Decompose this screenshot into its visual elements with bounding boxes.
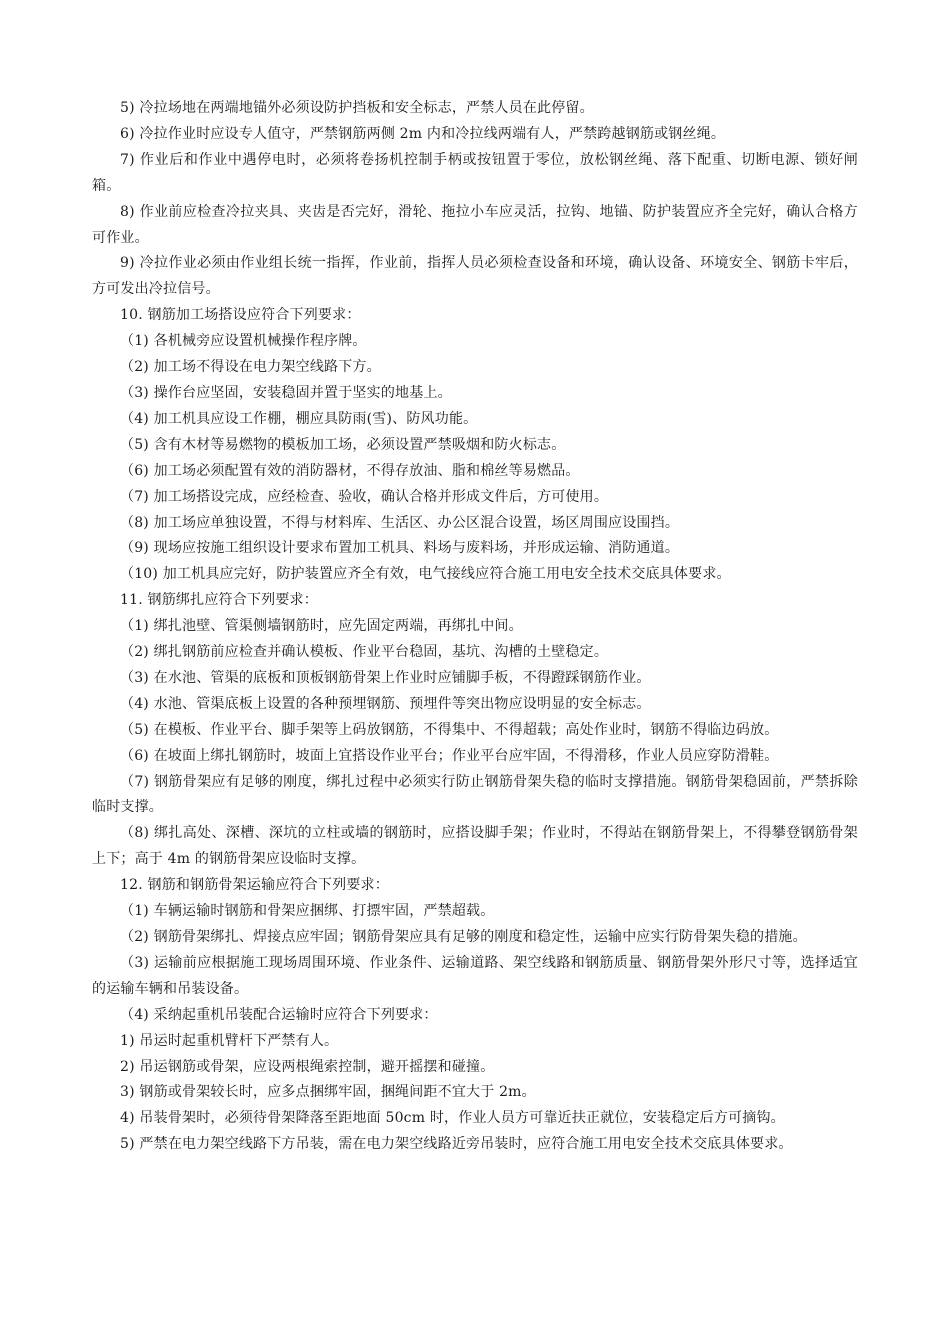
list-item: （1) 各机械旁应设置机械操作程序牌。 — [120, 333, 367, 350]
list-item: （2) 钢筋骨架绑扎、焊接点应牢固；钢筋骨架应具有足够的刚度和稳定性，运输中应实行防骨架失稳的措施。 — [120, 929, 807, 945]
paragraph: 7) 作业后和作业中遇停电时，必须将卷扬机控制手柄或按钮置于零位，放松钢丝绳、落下配重、切断电源、锁好闸箱。 — [92, 151, 858, 194]
list-item: （6) 加工场必须配置有效的消防器材，不得存放油、脂和棉丝等易燃品。 — [120, 462, 580, 479]
sub-list-item: 4) 吊装骨架时，必须待骨架降落至距地面 50cm 时，作业人员方可靠近扶正就位，安装稳定后方可摘钩。 — [120, 1110, 785, 1127]
sub-list-item: 5) 严禁在电力架空线路下方吊装，需在电力架空线路近旁吊装时，应符合施工用电安全技术交底具体要求。 — [120, 1136, 793, 1153]
list-item: （2) 绑扎钢筋前应检查并确认模板、作业平台稳固，基坑、沟槽的土壁稳定。 — [120, 644, 609, 661]
list-item: （7) 钢筋骨架应有足够的刚度，绑扎过程中必须实行防止钢筋骨架失稳的临时支撑措施。钢筋骨架稳固前，严禁拆除临时支撑。 — [92, 773, 858, 816]
list-item: （9) 现场应按施工组织设计要求布置加工机具、料场与废料场，并形成运输、消防通道。 — [120, 540, 680, 557]
list-item: （8) 加工场应单独设置，不得与材料库、生活区、办公区混合设置，场区周围应设围挡。 — [120, 514, 680, 531]
paragraph: 8) 作业前应检查冷拉夹具、夹齿是否完好，滑轮、拖拉小车应灵活，拉钩、地锚、防护装置应齐全完好，确认合格方可作业。 — [92, 203, 858, 246]
section-heading: 10. 钢筋加工场搭设应符合下列要求： — [120, 307, 361, 324]
list-item: （3) 操作台应坚固，安装稳固并置于坚实的地基上。 — [120, 384, 452, 401]
paragraph: 5) 冷拉场地在两端地锚外必须设防护挡板和安全标志，严禁人员在此停留。 — [120, 100, 594, 116]
list-item: （10) 加工机具应完好，防护装置应齐全有效，电气接线应符合施工用电安全技术交底具体要求。 — [120, 566, 731, 583]
section-heading: 11. 钢筋绑扎应符合下列要求： — [120, 592, 318, 609]
list-item: （3) 在水池、管渠的底板和顶板钢筋骨架上作业时应铺脚手板，不得蹬踩钢筋作业。 — [120, 669, 651, 686]
document-body — [92, 96, 858, 1158]
sub-list-item: 2) 吊运钢筋或骨架，应设两根绳索控制，避开摇摆和碰撞。 — [120, 1058, 495, 1075]
list-item: （4) 采纳起重机吊装配合运输时应符合下列要求： — [120, 1006, 438, 1023]
section-heading: 12. 钢筋和钢筋骨架运输应符合下列要求： — [120, 877, 389, 894]
sub-list-item: 1) 吊运时起重机臂杆下严禁有人。 — [120, 1032, 339, 1049]
paragraph: 6) 冷拉作业时应设专人值守，严禁钢筋两侧 2m 内和冷拉线两端有人，严禁跨越钢筋或钢丝绳。 — [120, 125, 726, 142]
list-item: （1) 车辆运输时钢筋和骨架应捆绑、打摽牢固，严禁超载。 — [120, 903, 495, 920]
list-item: （6) 在坡面上绑扎钢筋时，坡面上宜搭设作业平台；作业平台应牢固，不得滑移，作业人员应穿防滑鞋。 — [120, 747, 779, 764]
list-item: （1) 绑扎池壁、管渠侧墙钢筋时，应先固定两端，再绑扎中间。 — [120, 618, 523, 635]
list-item: （4) 加工机具应设工作棚，棚应具防雨(雪)、防风功能。 — [120, 410, 478, 427]
list-item: （7) 加工场搭设完成，应经检查、验收，确认合格并形成文件后，方可使用。 — [120, 488, 609, 505]
list-item: （3) 运输前应根据施工现场周围环境、作业条件、运输道路、架空线路和钢筋质量、钢筋骨架外形尺寸等，选择适宜的运输车辆和吊装设备。 — [92, 954, 858, 997]
list-item: （2) 加工场不得设在电力架空线路下方。 — [120, 359, 381, 376]
sub-list-item: 3) 钢筋或骨架较长时，应多点捆绑牢固，捆绳间距不宜大于 2m。 — [120, 1084, 536, 1101]
paragraph: 9) 冷拉作业必须由作业组长统一指挥，作业前，指挥人员必须检查设备和环境，确认设备、环境安全、钢筋卡牢后，方可发出冷拉信号。 — [92, 255, 858, 298]
list-item: （8) 绑扎高处、深槽、深坑的立柱或墙的钢筋时，应搭设脚手架；作业时，不得站在钢筋骨架上，不得攀登钢筋骨架上下；高于 4m 的钢筋骨架应设临时支撑。 — [92, 825, 858, 868]
list-item: （4) 水池、管渠底板上设置的各种预埋钢筋、预埋件等突出物应设明显的安全标志。 — [120, 695, 651, 712]
list-item: （5) 在模板、作业平台、脚手架等上码放钢筋，不得集中、不得超载；高处作业时，钢筋不得临边码放。 — [120, 721, 779, 738]
list-item: （5) 含有木材等易燃物的模板加工场，必须设置严禁吸烟和防火标志。 — [120, 436, 566, 453]
